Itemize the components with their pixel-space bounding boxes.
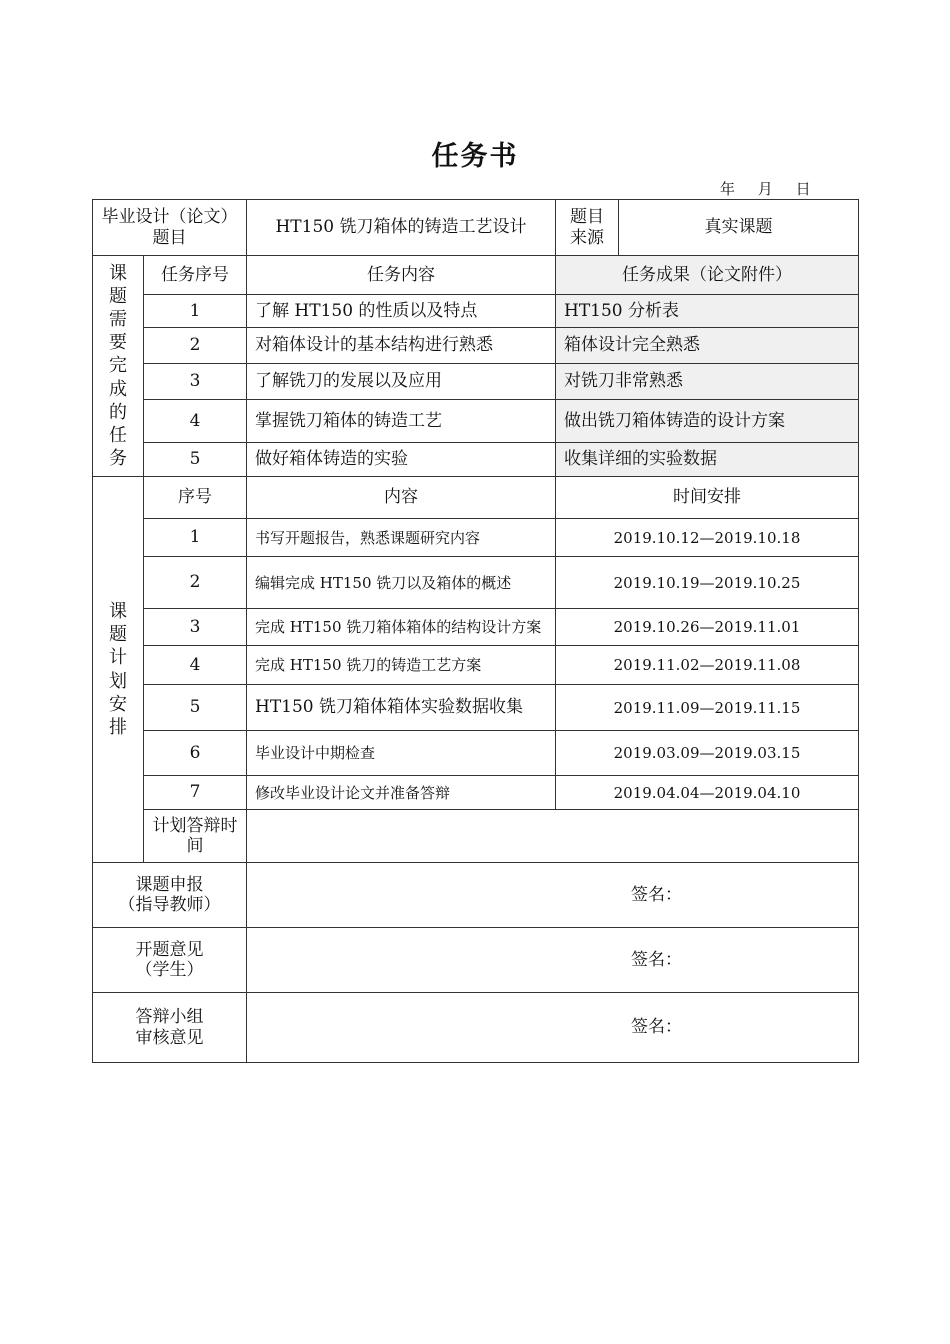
plan-row <box>93 731 859 776</box>
task-no: 3 <box>144 364 247 400</box>
task-content: 了解铣刀的发展以及应用 <box>247 364 556 400</box>
plan-row <box>93 557 859 609</box>
task-result: 对铣刀非常熟悉 <box>556 364 859 400</box>
approval-signature: 签名： <box>247 993 859 1063</box>
plan-row <box>93 519 859 557</box>
plan-time: 2019.10.19—2019.10.25 <box>556 557 859 609</box>
approval-row <box>93 928 859 993</box>
topic-label: 毕业设计（论文）题目 <box>93 200 247 256</box>
plan-content: 毕业设计中期检查 <box>247 731 556 776</box>
tasks-header-row <box>93 256 859 295</box>
task-no: 2 <box>144 328 247 364</box>
task-result: 箱体设计完全熟悉 <box>556 328 859 364</box>
tasks-col-content: 任务内容 <box>247 256 556 295</box>
document-title: 任务书 <box>431 141 519 172</box>
plan-row <box>93 776 859 810</box>
plan-content: 修改毕业设计论文并准备答辩 <box>247 776 556 810</box>
date-month: 月 <box>757 180 773 198</box>
plan-col-time: 时间安排 <box>556 477 859 519</box>
task-row <box>93 443 859 477</box>
task-no: 1 <box>144 295 247 328</box>
task-result: 做出铣刀箱体铸造的设计方案 <box>556 400 859 443</box>
plan-side-label: 课题计划安排 <box>93 477 144 863</box>
plan-col-no: 序号 <box>144 477 247 519</box>
plan-content: 编辑完成 HT150 铣刀以及箱体的概述 <box>247 557 556 609</box>
tasks-col-result: 任务成果（论文附件） <box>556 256 859 295</box>
task-content: 掌握铣刀箱体的铸造工艺 <box>247 400 556 443</box>
plan-content: 书写开题报告，熟悉课题研究内容 <box>247 519 556 557</box>
task-result: 收集详细的实验数据 <box>556 443 859 477</box>
approval-label: 开题意见 （学生） <box>93 928 247 993</box>
task-row <box>93 400 859 443</box>
plan-content: HT150 铣刀箱体箱体实验数据收集 <box>247 685 556 731</box>
topic-value: HT150 铣刀箱体的铸造工艺设计 <box>247 200 556 256</box>
task-no: 4 <box>144 400 247 443</box>
plan-row <box>93 685 859 731</box>
plan-content: 完成 HT150 铣刀的铸造工艺方案 <box>247 646 556 685</box>
tasks-side-label: 课题需要完成的任务 <box>93 256 144 477</box>
task-row <box>93 295 859 328</box>
source-label: 题目来源 <box>556 200 619 256</box>
plan-no: 6 <box>144 731 247 776</box>
approval-row <box>93 993 859 1063</box>
date-line <box>720 178 829 199</box>
approval-label: 课题申报 （指导教师） <box>93 863 247 928</box>
approval-signature: 签名： <box>247 863 859 928</box>
plan-col-content: 内容 <box>247 477 556 519</box>
header-row <box>93 200 859 256</box>
task-row <box>93 328 859 364</box>
source-value: 真实课题 <box>619 200 859 256</box>
plan-header-row <box>93 477 859 519</box>
plan-no: 5 <box>144 685 247 731</box>
plan-no: 1 <box>144 519 247 557</box>
plan-content: 完成 HT150 铣刀箱体箱体的结构设计方案 <box>247 609 556 646</box>
plan-time: 2019.04.04—2019.04.10 <box>556 776 859 810</box>
plan-time: 2019.11.02—2019.11.08 <box>556 646 859 685</box>
plan-no: 3 <box>144 609 247 646</box>
task-content: 对箱体设计的基本结构进行熟悉 <box>247 328 556 364</box>
task-result: HT150 分析表 <box>556 295 859 328</box>
plan-row <box>93 609 859 646</box>
plan-no: 7 <box>144 776 247 810</box>
approval-signature: 签名： <box>247 928 859 993</box>
task-no: 5 <box>144 443 247 477</box>
task-content: 做好箱体铸造的实验 <box>247 443 556 477</box>
approval-label: 答辩小组 审核意见 <box>93 993 247 1063</box>
date-year: 年 <box>720 180 736 198</box>
tasks-col-no: 任务序号 <box>144 256 247 295</box>
approval-row <box>93 863 859 928</box>
plan-no: 2 <box>144 557 247 609</box>
plan-time: 2019.11.09—2019.11.15 <box>556 685 859 731</box>
plan-no: 4 <box>144 646 247 685</box>
plan-time: 2019.10.26—2019.11.01 <box>556 609 859 646</box>
task-content: 了解 HT150 的性质以及特点 <box>247 295 556 328</box>
plan-time: 2019.10.12—2019.10.18 <box>556 519 859 557</box>
defense-time-value <box>247 810 859 863</box>
plan-time: 2019.03.09—2019.03.15 <box>556 731 859 776</box>
plan-row <box>93 646 859 685</box>
defense-time-row <box>93 810 859 863</box>
date-day: 日 <box>795 180 811 198</box>
task-form-table <box>92 199 859 1063</box>
task-row <box>93 364 859 400</box>
defense-time-label: 计划答辩时间 <box>144 810 247 863</box>
